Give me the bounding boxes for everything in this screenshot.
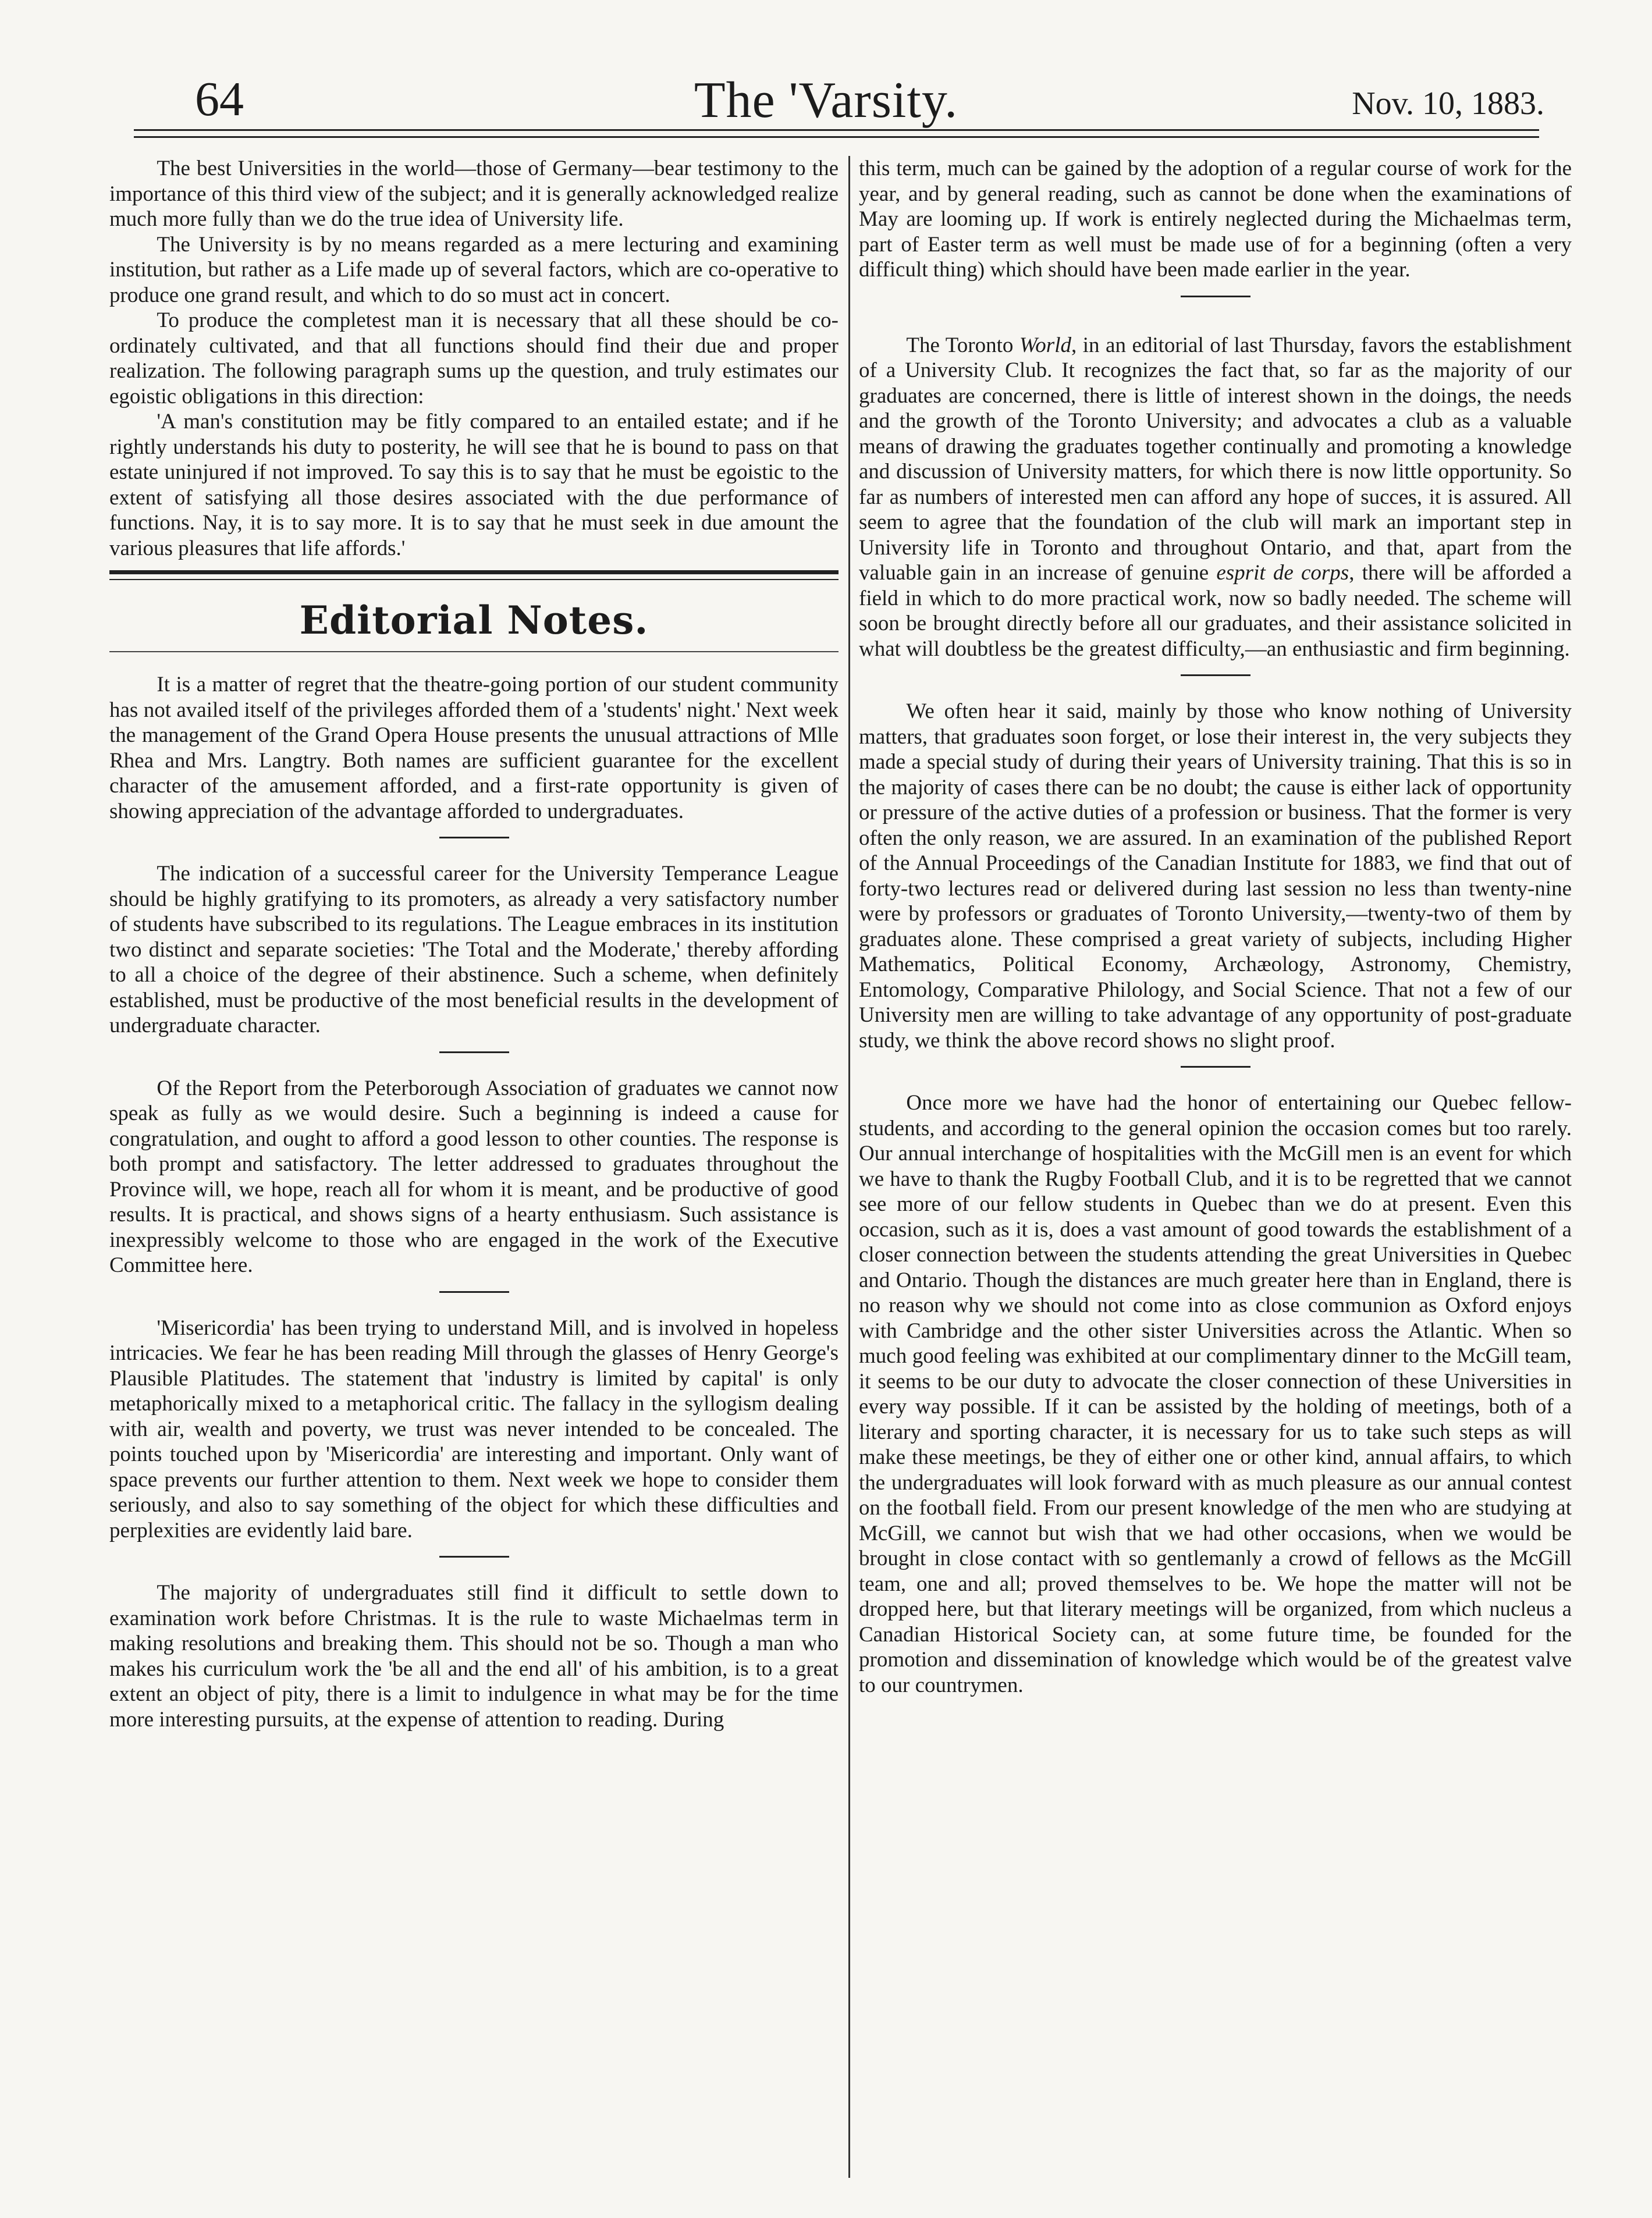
masthead-title: The 'Varsity.	[694, 72, 958, 129]
section-rule-thin	[109, 579, 839, 580]
note-separator	[109, 1278, 839, 1316]
note-separator	[859, 283, 1572, 333]
article-quote: 'A man's constitution may be fitly compared to an entailed estate; and if he rightly understands his duty to posterity, he will see that he is bound to pass on that estate uninjured if not improved. To say this is to say that he must be egoistic to the extent of satisfying all those desires associated with the due performance of functions. Nay, it is to say more. It is to say that he must seek in due amount the various pleasures that life affords.'	[109, 410, 839, 560]
editorial-note: The Toronto World, in an editorial of last Thursday, favors the establishment of a University Club. It recognizes the fact that, so far as the majority of our graduates are concerned, there is little of interest shown in the doings, the needs and the growth of the Toronto University; and advocates a club as a valuable means of drawing the graduates together continually and promoting a knowledge and discussion of University matters, for which there is now little opportunity. So far as numbers of interested men can afford any hope of succes, it is assured. All seem to agree that the foundation of the club will mark an important step in University life in Toronto and throughout Ontario, and that, apart from the valuable gain in an increase of genuine esprit de corps, there will be afforded a field in which to do more practical work, now so badly needed. The scheme will soon be brought directly before all our graduates, and their assistance solicited in what will doubtless be the greatest difficulty,—an enthusiastic and firm beginning.	[859, 333, 1572, 661]
issue-date: Nov. 10, 1883.	[1352, 86, 1544, 122]
editorial-note: The indication of a successful career for the University Temperance League should be highly gratifying to its promoters, as already a very satisfactory number of students have subscribed to its regulations. The League embraces in its institution two distinct and separate societies: 'The Total and the Moderate,' thereby affording to all a choice of the degree of their abstinence. Such a scheme, when definitely established, must be productive of the most beneficial results in the development of undergraduate character.	[109, 862, 839, 1037]
note-separator	[109, 1543, 839, 1580]
column-divider	[848, 156, 850, 2178]
section-title-rule	[109, 651, 839, 652]
foreign-phrase: esprit de corps	[1216, 561, 1349, 585]
note-separator	[109, 824, 839, 861]
editorial-note-continued: this term, much can be gained by the adoption of a regular course of work for the year, and by general reading, such as cannot be done when the examinations of May are looming up. If work is entirely neglected during the Michaelmas term, part of Easter term as well must be made use of for a beginning (often a very difficult thing) which should have been made earlier in the year.	[859, 157, 1572, 282]
section-title: Editorial Notes.	[299, 598, 649, 643]
right-column	[859, 156, 1572, 2177]
section-rule-thick	[109, 570, 839, 574]
editorial-note: The majority of undergraduates still find it difficult to settle down to examination work before Christmas. It is the rule to waste Michaelmas term in making resolutions and breaking them. This should not be so. Though a man who makes his curriculum work the 'be all and the end all' of his ambition, is to a great extent an object of pity, there is a limit to indulgence in what may be for the time more interesting pursuits, at the expense of attention to reading. During	[109, 1581, 839, 1732]
note-separator	[109, 1039, 839, 1076]
header-rule-bottom	[134, 136, 1539, 138]
editorial-note: 'Misericordia' has been trying to understand Mill, and is involved in hopeless intricacies. We fear he has been reading Mill through the glasses of Henry George's Plausible Platitudes. The statement that 'industry is limited by capital' is only metaphorically mixed to a metaphorical critic. The fallacy in the syllogism dealing with air, wealth and poverty, we trust was never intended to be concealed. The points touched upon by 'Misericordia' are interesting and important. Only want of space prevents our further attention to them. Next week we hope to consider them seriously, and also to say something of the object for which these difficulties and perplexities are evidently laid bare.	[109, 1316, 839, 1542]
page-number: 64	[195, 72, 244, 126]
note-separator	[859, 662, 1572, 699]
editorial-note: We often hear it said, mainly by those who know nothing of University matters, that graduates soon forget, or lose their interest in, the very subjects they made a special study of during their years of University training. That this is so in the majority of cases there can be no doubt; the cause is either lack of opportunity or pressure of the active duties of a profession or business. That the former is very often the only reason, we are assured. In an examination of the published Report of the Annual Proceedings of the Canadian Institute for 1883, we find that out of forty-two lectures read or delivered during last session no less than twenty-nine were by professors or graduates of Toronto University,—twenty-two of them by graduates alone. These comprised a great variety of subjects, including Higher Mathematics, Political Economy, Archæology, Astronomy, Chemistry, Entomology, Comparative Philology, and Social Science. That not a few of our University men are willing to take advantage of any opportunity of post-graduate study, we think the above record shows no slight proof.	[859, 699, 1572, 1053]
header-rule-top	[134, 129, 1539, 131]
editorial-note: It is a matter of regret that the theatre-going portion of our student community has not availed itself of the privileges afforded them of a 'students' night.' Next week the management of the Grand Opera House presents the unusual attractions of Mlle Rhea and Mrs. Langtry. Both names are sufficient guarantee for the excellent character of the amusement afforded, and a first-rate opportunity is given of showing appreciation of the advantage afforded to undergraduates.	[109, 673, 839, 823]
note-separator	[859, 1053, 1572, 1090]
left-column	[109, 156, 839, 2177]
editorial-note: Of the Report from the Peterborough Association of graduates we cannot now speak as fully as we would desire. Such a beginning is indeed a cause for congratulation, and ought to afford a good lesson to other counties. The response is both prompt and satisfactory. The letter addressed to graduates throughout the Province will, we hope, reach all for whom it is meant, and be productive of good results. It is practical, and shows signs of a hearty enthusiasm. Such assistance is inexpressibly welcome to those who are engaged in the work of the Executive Committee here.	[109, 1076, 839, 1277]
article-paragraph: The best Universities in the world—those of Germany—bear testimony to the importance of this third view of the subject; and it is generally acknowledged realize much more fully than we do the true idea of University life.	[109, 157, 839, 231]
article-paragraph: To produce the completest man it is necessary that all these should be co-ordinately cultivated, and that all functions should find their due and proper realization. The following paragraph sums up the question, and truly estimates our egoistic obligations in this direction:	[109, 308, 839, 408]
page-header	[0, 64, 1652, 140]
newspaper-name: World	[1019, 333, 1071, 357]
article-paragraph: The University is by no means regarded as a mere lecturing and examining institution, but rather as a Life made up of several factors, which are co-operative to produce one grand result, and which to do so must act in concert.	[109, 232, 839, 307]
editorial-note: Once more we have had the honor of entertaining our Quebec fellow-students, and according to the general opinion the occasion comes but too rarely. Our annual interchange of hospitalities with the McGill men is an event for which we have to thank the Rugby Football Club, and it is to be regretted that we cannot see more of our fellow students in Quebec than we do at present. Even this occasion, such as it is, does a vast amount of good towards the establishment of a closer connection between the students attending the great Universities in Quebec and Ontario. Though the distances are much greater here than in England, there is no reason why we should not come into as close communion as Oxford enjoys with Cambridge and the other sister Universities across the Atlantic. When so much good feeling was exhibited at our complimentary dinner to the McGill team, it seems to be our duty to advocate the closer connection of these Universities in every way possible. If it can be assisted by the holding of meetings, both of a literary and sporting character, it is necessary for us to take such steps as will make these meetings, be they of either one or other kind, annual affairs, to which the undergraduates will look forward with as much pleasure as our annual contest on the football field. From our present knowledge of the men who are studying at McGill, we cannot but wish that we had other occasions, when we would be brought in close contact with so gentlemanly a crowd of fellows as the McGill team, one and all; proved themselves to be. We hope the matter will not be dropped here, but that literary meetings will be organized, from which nucleus a Canadian Historical Society can, at some future time, be founded for the promotion and dissemination of knowledge which would be of the greatest valve to our countrymen.	[859, 1091, 1572, 1697]
